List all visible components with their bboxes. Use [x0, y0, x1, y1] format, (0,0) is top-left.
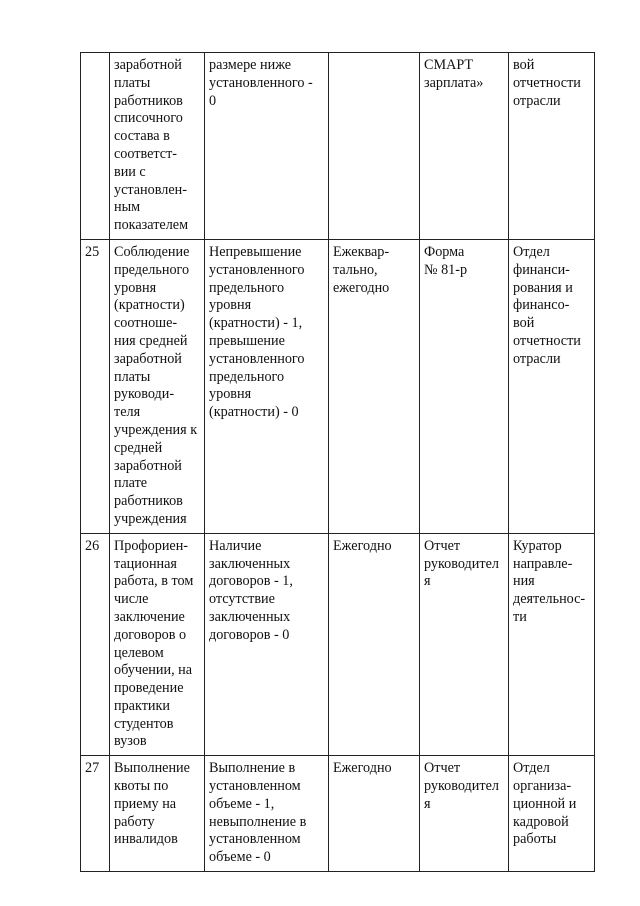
criteria-cell [205, 53, 329, 240]
criteria-cell [205, 756, 329, 872]
responsible-cell [509, 53, 595, 240]
indicator-text: Соблюдение предельного уровня (кратности) соотноше- ния средней заработной платы руководи- теля учреждения к средней заработной плате работников учреждения [114, 243, 198, 527]
period-cell [329, 756, 420, 872]
source-text: Форма № 81-р [424, 243, 468, 278]
responsible-text: Куратор направле- ния деятельнос- ти [513, 537, 586, 625]
source-cell [420, 533, 509, 756]
period-cell [329, 53, 420, 240]
source-text: СМАРТ зарплата» [424, 57, 484, 91]
table-row [81, 53, 595, 240]
responsible-text: Отдел организа- ционной и кадровой работы [513, 760, 577, 848]
criteria-text: размере ниже установленного - 0 [209, 57, 313, 109]
source-cell [420, 756, 509, 872]
criteria-text: Выполнение в установленном объеме - 1, невыполнение в установленном объеме - 0 [209, 760, 307, 866]
period-text: Ежеквар- тально, ежегодно [333, 243, 390, 296]
row-number: 25 [85, 243, 100, 260]
indicator-cell [110, 756, 205, 872]
source-cell [420, 53, 509, 240]
indicator-cell [110, 533, 205, 756]
row-number: 26 [85, 537, 100, 554]
indicator-cell [110, 239, 205, 533]
row-number: 27 [85, 760, 100, 777]
row-number-cell [81, 533, 110, 756]
indicators-table [80, 52, 595, 872]
row-number-cell [81, 53, 110, 240]
table-row [81, 756, 595, 872]
period-text: Ежегодно [333, 537, 392, 554]
responsible-text: Отдел финанси- рования и финансо- вой отчетности отрасли [513, 243, 581, 367]
responsible-cell [509, 533, 595, 756]
criteria-cell [205, 533, 329, 756]
indicator-text: Выполнение квоты по приему на работу инвалидов [114, 760, 190, 848]
criteria-cell [205, 239, 329, 533]
responsible-text: вой отчетности отрасли [513, 57, 581, 109]
row-number-cell [81, 239, 110, 533]
criteria-text: Непревышение установленного предельного уровня (кратности) - 1, превышение установленного предельного уровня (кратности) - 0 [209, 243, 305, 421]
indicator-cell [110, 53, 205, 240]
indicator-text: заработной платы работников списочного состава в соответст- вии с установлен- ным показателем [114, 57, 189, 234]
row-number-cell [81, 756, 110, 872]
source-text: Отчет руководител я [424, 760, 499, 812]
period-cell [329, 239, 420, 533]
source-cell [420, 239, 509, 533]
criteria-text: Наличие заключенных договоров - 1, отсутствие заключенных договоров - 0 [209, 537, 293, 643]
indicator-text: Профориен- тационная работа, в том числе заключение договоров о целевом обучении, на проведение практики студентов вузов [114, 537, 194, 750]
responsible-cell [509, 756, 595, 872]
period-text: Ежегодно [333, 760, 392, 777]
source-text: Отчет руководител я [424, 537, 499, 590]
period-cell [329, 533, 420, 756]
table-row [81, 239, 595, 533]
table-row [81, 533, 595, 756]
responsible-cell [509, 239, 595, 533]
